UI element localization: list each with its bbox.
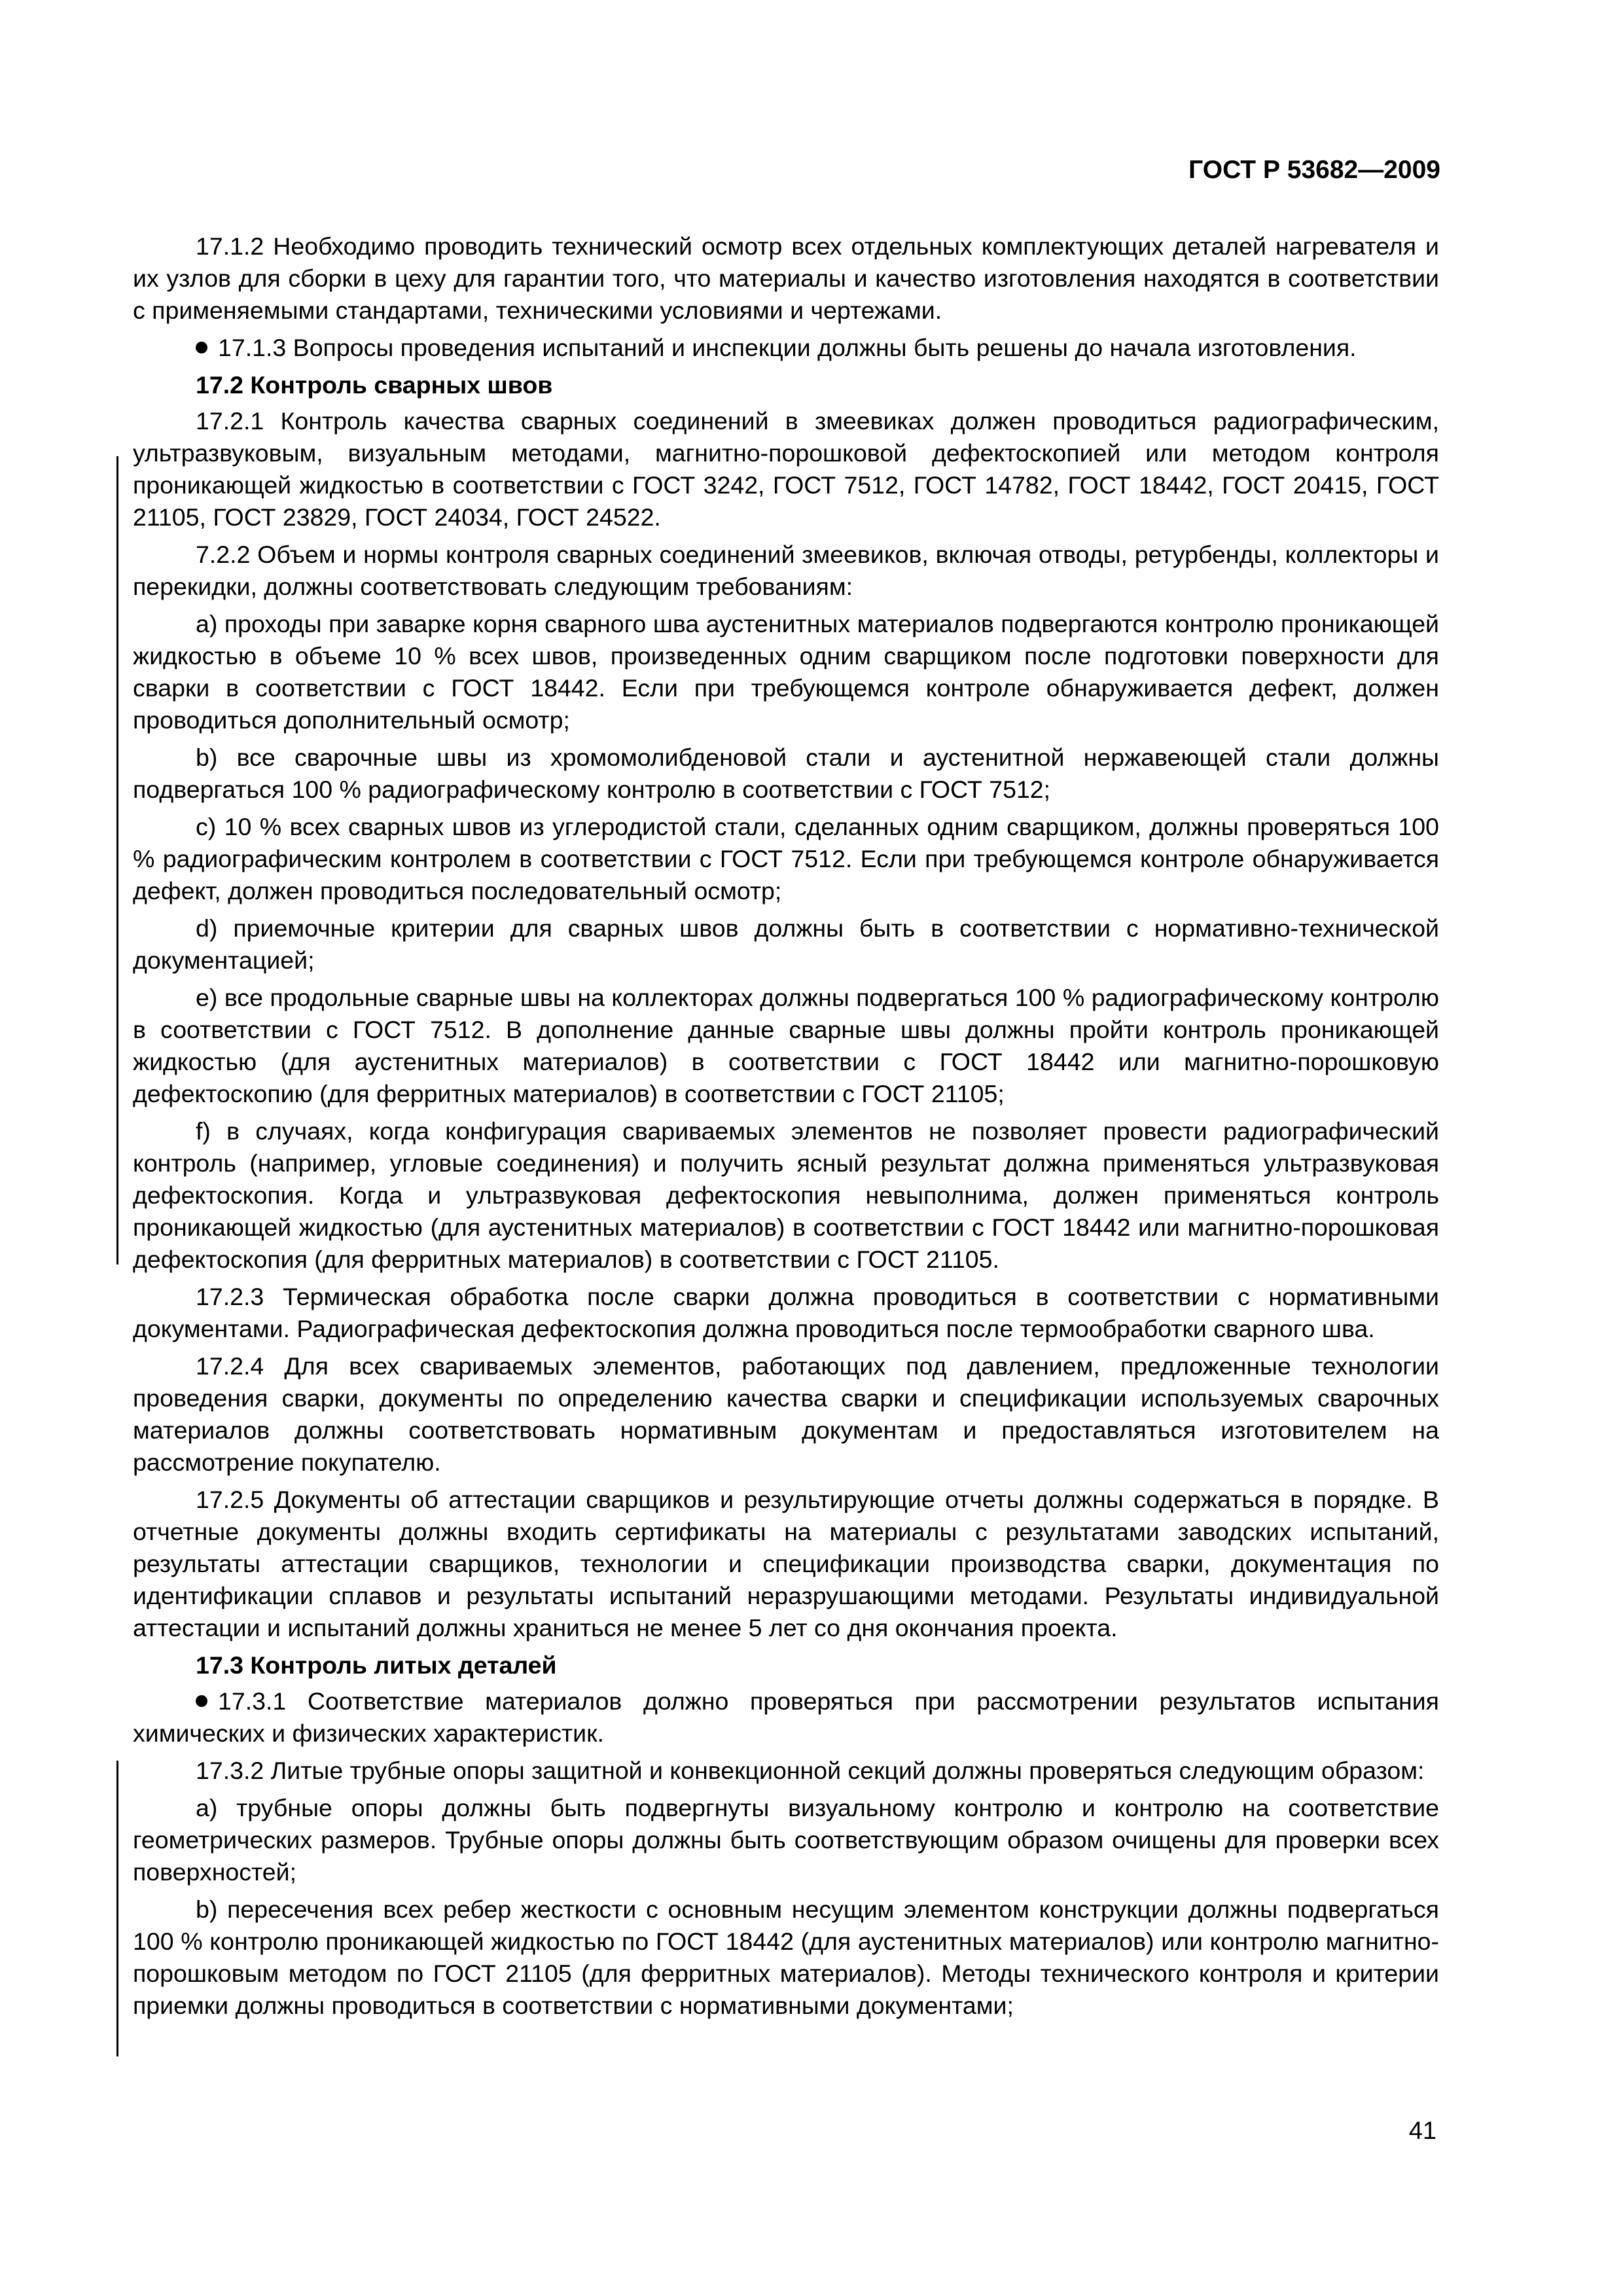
paragraph	[133, 1115, 1439, 1276]
paragraph	[133, 1484, 1439, 1644]
paragraph-text: 17.2.5 Документы об аттестации сварщиков и результирующие отчеты должны содержаться в порядке. В отчетные документы должны входить сертификаты на материалы с результатами заводских испытаний, результаты аттестации сварщиков, технологии и спецификации производства сварки, документация по идентификации сплавов и результаты испытаний неразрушающими методами. Результаты индивидуальной аттестации и испытаний должны храниться не менее 5 лет со дня окончания проекта.	[133, 1486, 1439, 1641]
paragraph-text: f) в случаях, когда конфигурация свариваемых элементов не позволяет провести радиографический контроль (например, угловые соединения) и получить ясный результат должна применяться ультразвуковая дефектоскопия. Когда и ультразвуковая дефектоскопия невыполнима, должен применяться контроль проникающей жидкостью (для аустенитных материалов) в соответствии с ГОСТ 18442 или магнитно-порошковая дефектоскопия (для ферритных материалов) в соответствии с ГОСТ 21105.	[133, 1117, 1439, 1273]
paragraph-text: e) все продольные сварные швы на коллекторах должны подвергаться 100 % радиографическому контролю в соответствии с ГОСТ 7512. В дополнение данные сварные швы должны пройти контроль проникающей жидкостью (для аустенитных материалов) в соответствии с ГОСТ 18442 или магнитно-порошковую дефектоскопию (для ферритных материалов) в соответствии с ГОСТ 21105;	[133, 984, 1439, 1107]
paragraph	[133, 1792, 1439, 1888]
paragraph	[133, 332, 1439, 364]
paragraph	[133, 1350, 1439, 1479]
paragraph	[133, 1893, 1439, 2022]
paragraph-text: b) пересечения всех ребер жесткости с основным несущим элементом конструкции должны подвергаться 100 % контролю проникающей жидкостью по ГОСТ 18442 (для аустенитных материалов) или контролю магнитно-порошковым методом по ГОСТ 21105 (для ферритных материалов). Методы технического контроля и критерии приемки должны проводиться в соответствии с нормативными документами;	[133, 1895, 1439, 2019]
paragraph-text: 17.2.4 Для всех свариваемых элементов, работающих под давлением, предложенные технологии проведения сварки, документы по определению качества сварки и спецификации используемых сварочных материалов должны соответствовать нормативным документам и предоставляться изготовителем на рассмотрение покупателю.	[133, 1352, 1439, 1476]
paragraph	[133, 230, 1439, 327]
paragraph-text: 17.2 Контроль сварных швов	[196, 371, 553, 399]
paragraph-text: 17.3 Контроль литых деталей	[196, 1651, 557, 1679]
paragraph-text: 7.2.2 Объем и нормы контроля сварных соединений змеевиков, включая отводы, ретурбенды, коллекторы и перекидки, должны соответствовать следующим требованиям:	[133, 541, 1439, 600]
paragraph-text: 17.3.2 Литые трубные опоры защитной и конвекционной секций должны проверяться следующим образом:	[196, 1757, 1425, 1784]
paragraph-text: c) 10 % всех сварных швов из углеродистой стали, сделанных одним сварщиком, должны проверяться 100 % радиографическим контролем в соответствии с ГОСТ 7512. Если при требующемся контроле обнаруживается дефект, должен проводиться последовательный осмотр;	[133, 813, 1439, 905]
paragraph	[133, 982, 1439, 1110]
change-marker-icon	[196, 342, 207, 353]
standard-header: ГОСТ Р 53682—2009	[1188, 156, 1440, 184]
change-marker-icon	[196, 1695, 207, 1707]
change-bar	[116, 1761, 118, 2056]
change-bar	[116, 456, 118, 1265]
paragraph	[133, 742, 1439, 806]
paragraph	[133, 811, 1439, 907]
paragraph	[133, 912, 1439, 977]
paragraph	[133, 405, 1439, 533]
paragraph-text: 17.1.2 Необходимо проводить технический осмотр всех отдельных комплектующих деталей нагревателя и их узлов для сборки в цеху для гарантии того, что материалы и качество изготовления находятся в соответствии с применяемыми стандартами, техническими условиями и чертежами.	[133, 232, 1439, 324]
paragraph-text: 17.3.1 Соответствие материалов должно проверяться при рассмотрении результатов испытания химических и физических характеристик.	[133, 1687, 1439, 1747]
paragraph-text: a) проходы при заварке корня сварного шва аустенитных материалов подвергаются контролю проникающей жидкостью в объеме 10 % всех швов, произведенных одним сварщиком после подготовки поверхности для сварки в соответствии с ГОСТ 18442. Если при требующемся контроле обнаруживается дефект, должен проводиться дополнительный осмотр;	[133, 610, 1439, 734]
paragraph-text: a) трубные опоры должны быть подвергнуты визуальному контролю и контролю на соответствие геометрических размеров. Трубные опоры должны быть соответствующим образом очищены для проверки всех поверхностей;	[133, 1794, 1439, 1886]
paragraph-text: b) все сварочные швы из хромомолибденовой стали и аустенитной нержавеющей стали должны подвергаться 100 % радиографическому контролю в соответствии с ГОСТ 7512;	[133, 744, 1439, 803]
paragraph-text: 17.2.3 Термическая обработка после сварки должна проводиться в соответствии с нормативными документами. Радиографическая дефектоскопия должна проводиться после термообработки сварного шва.	[133, 1283, 1439, 1342]
paragraph	[133, 608, 1439, 736]
page-number: 41	[1408, 2117, 1436, 2145]
paragraph-text: 17.2.1 Контроль качества сварных соединений в змеевиках должен проводиться радиографическим, ультразвуковым, визуальным методами, магнитно-порошковой дефектоскопией или методом контроля проникающей жидкостью в соответствии с ГОСТ 3242, ГОСТ 7512, ГОСТ 14782, ГОСТ 18442, ГОСТ 20415, ГОСТ 21105, ГОСТ 23829, ГОСТ 24034, ГОСТ 24522.	[133, 407, 1439, 531]
paragraph	[133, 539, 1439, 603]
document-body	[133, 230, 1439, 2027]
section-heading	[133, 369, 1439, 401]
paragraph-text: d) приемочные критерии для сварных швов должны быть в соответствии с нормативно-технической документацией;	[133, 914, 1439, 974]
paragraph	[133, 1281, 1439, 1345]
paragraph-text: 17.1.3 Вопросы проведения испытаний и инспекции должны быть решены до начала изготовления.	[218, 334, 1357, 361]
section-heading	[133, 1649, 1439, 1681]
paragraph	[133, 1755, 1439, 1787]
paragraph	[133, 1685, 1439, 1749]
